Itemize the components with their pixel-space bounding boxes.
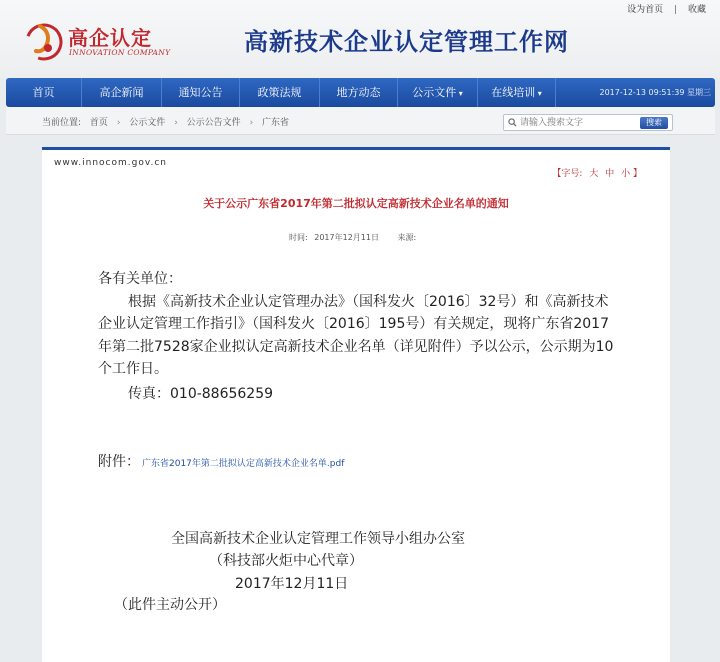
logo-text-en: INNOVATION COMPANY bbox=[69, 48, 171, 57]
breadcrumb-item-home[interactable]: 首页 bbox=[89, 118, 108, 128]
search-box bbox=[503, 114, 673, 131]
attachment-link[interactable]: 广东省2017年第二批拟认定高新技术企业名单.pdf bbox=[142, 459, 345, 469]
nav-item-local[interactable]: 地方动态 bbox=[320, 78, 398, 107]
logo-text-cn: 高企认定 bbox=[68, 26, 152, 50]
nav-item-public-files[interactable]: 公示文件 ▾ bbox=[398, 78, 478, 107]
breadcrumb-item-guangdong[interactable]: 广东省 bbox=[262, 118, 290, 128]
attachment-label: 附件： bbox=[98, 454, 140, 470]
signature-org: 全国高新技术企业认定管理工作领导小组办公室 bbox=[171, 531, 465, 547]
nav-item-news[interactable]: 高企新闻 bbox=[82, 78, 162, 107]
nav-item-policies[interactable]: 政策法规 bbox=[240, 78, 320, 107]
breadcrumb-item-public-files[interactable]: 公示文件 bbox=[129, 118, 166, 128]
article-page bbox=[42, 147, 670, 662]
breadcrumb-separator: › bbox=[249, 118, 254, 128]
nav-item-home[interactable]: 首页 bbox=[6, 78, 82, 107]
font-size-medium[interactable]: 中 bbox=[605, 169, 615, 179]
breadcrumb bbox=[42, 115, 295, 128]
public-note: （此件主动公开） bbox=[114, 597, 226, 613]
signature-date: 2017年12月11日 bbox=[235, 576, 349, 592]
fax-number: 传真：010-88656259 bbox=[128, 385, 274, 402]
top-links bbox=[619, 2, 706, 15]
article-meta bbox=[289, 232, 420, 243]
breadcrumb-item-notices[interactable]: 公示公告文件 bbox=[186, 118, 241, 128]
search-input[interactable] bbox=[520, 116, 630, 129]
breadcrumb-prefix: 当前位置: bbox=[42, 118, 82, 128]
favorite-link[interactable]: 收藏 bbox=[687, 5, 706, 15]
site-domain: www.innocom.gov.cn bbox=[54, 158, 167, 168]
time-label: 时间: bbox=[289, 233, 308, 242]
font-size-small[interactable]: 小 bbox=[621, 169, 631, 179]
nav-item-notices[interactable]: 通知公告 bbox=[162, 78, 240, 107]
font-size-switcher bbox=[552, 166, 642, 179]
attachment bbox=[98, 451, 344, 471]
main-nav bbox=[6, 78, 715, 107]
nav-datetime: 2017-12-13 09:51:39 星期三 bbox=[599, 88, 711, 97]
nav-item-training[interactable]: 在线培训 ▾ bbox=[478, 78, 556, 107]
article-title: 关于公示广东省2017年第二批拟认定高新技术企业名单的通知 bbox=[203, 197, 509, 210]
breadcrumb-separator: › bbox=[116, 118, 121, 128]
font-size-label: 【字号: bbox=[552, 169, 583, 179]
search-icon bbox=[508, 118, 517, 127]
breadcrumb-separator: › bbox=[174, 118, 178, 128]
article-paragraph: 根据《高新技术企业认定管理办法》（国科发火〔2016〕32号）和《高新技术企业认定管理工作指引》（国科发火〔2016〕195号）有关规定，现将广东省2017年第二批7528家企业拟认定高新技术企业名单（详见附件）予以公示，公示期为10个工作日。 bbox=[98, 293, 614, 377]
search-button[interactable]: 搜索 bbox=[640, 117, 668, 129]
top-links-divider: | bbox=[674, 5, 678, 15]
set-home-link[interactable]: 设为首页 bbox=[627, 5, 664, 15]
site-header bbox=[0, 0, 720, 78]
site-title: 高新技术企业认定管理工作网 bbox=[244, 27, 569, 56]
greeting: 各有关单位： bbox=[98, 271, 182, 287]
font-size-large[interactable]: 大 bbox=[589, 169, 599, 179]
article-body bbox=[98, 268, 618, 405]
publish-date: 2017年12月11日 bbox=[314, 233, 379, 242]
signature-seal: （科技部火炬中心代章） bbox=[209, 553, 363, 569]
site-logo[interactable] bbox=[22, 18, 172, 62]
font-size-close: 】 bbox=[632, 169, 642, 179]
logo-mark-icon bbox=[22, 18, 66, 62]
breadcrumb-bar bbox=[6, 107, 715, 135]
source-label: 来源: bbox=[397, 233, 417, 242]
